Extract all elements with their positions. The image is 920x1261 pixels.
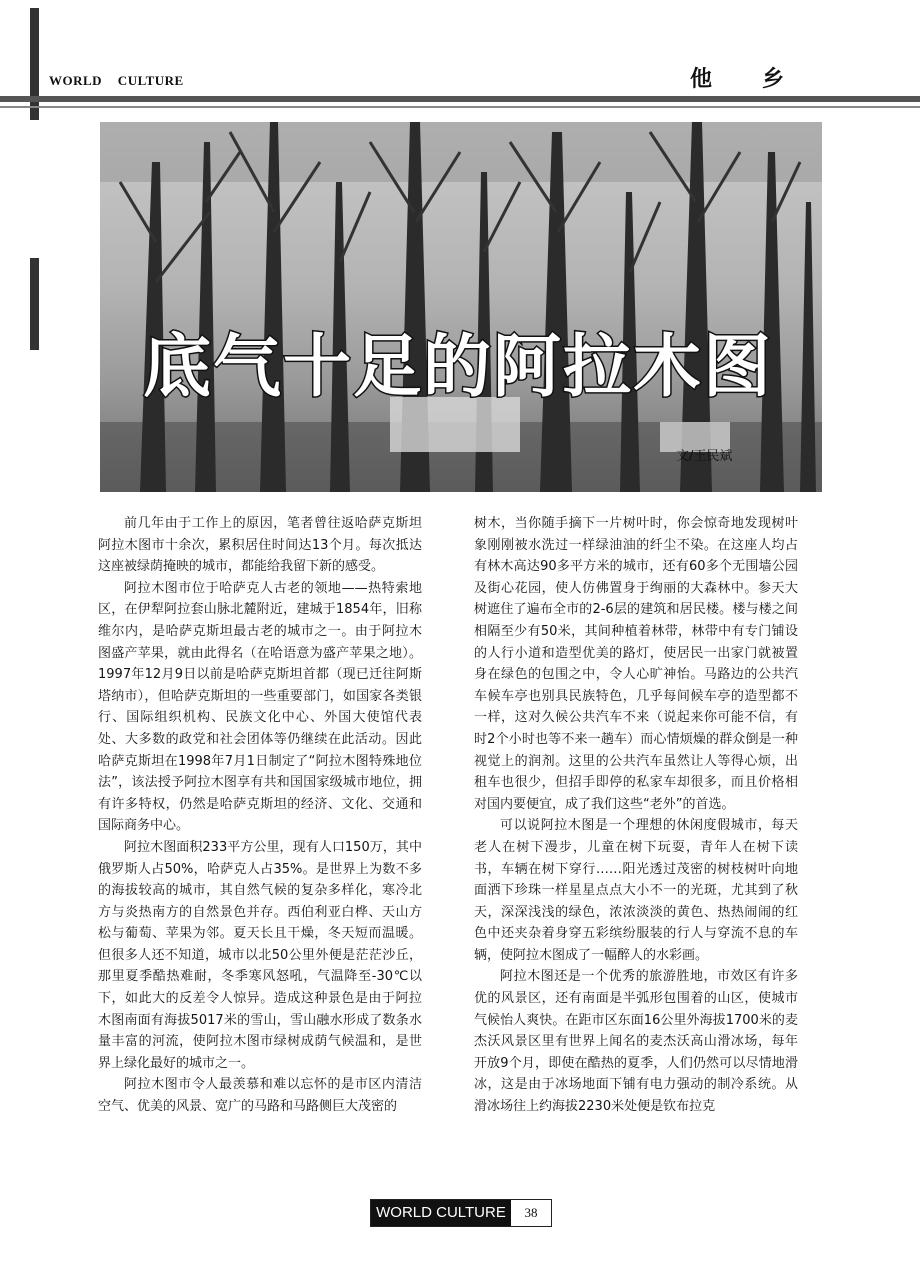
forest-photo: [100, 122, 822, 492]
section-label-en: WORLD CULTURE: [49, 73, 184, 88]
footer-label: WORLD CULTURE: [371, 1200, 511, 1226]
left-margin-bar-top: [30, 8, 39, 120]
forest-illustration: [100, 122, 822, 492]
page-number: 38: [524, 1205, 538, 1220]
paragraph: 阿拉木图市令人最羡慕和难以忘怀的是市区内清洁空气、优美的风景、宽广的马路和马路侧巨大茂密的: [98, 1077, 422, 1115]
left-margin-bar-middle: [30, 258, 39, 350]
article-title: 底气十足的阿拉木图: [142, 328, 773, 407]
header-rule-thin: [0, 106, 920, 108]
header-rule-thick: [0, 96, 920, 102]
paragraph: 阿拉木图面积233平方公里，现有人口150万，其中俄罗斯人占50%，哈萨克人占35%。是世界上为数不多的海拔较高的城市，其自然气候的复杂多样化，寒冷北方与炎热南方的自然景色并存。西伯利亚白桦、天山方松与葡萄、苹果为邻。夏天长且干燥，冬天短而温暖。但很多人还不知道，城市以北50公里外便是茫茫沙丘，那里夏季酷热难耐，冬季寒风怒吼，气温降至-30℃以下，如此大的反差令人惊异。造成这种景色是由于阿拉木图南面有海拔5017米的雪山，雪山融水形成了数条水量丰富的河流，使阿拉木图市绿树成荫气候温和，是世界上绿化最好的城市之一。: [98, 839, 422, 1071]
paragraph: 阿拉木图市位于哈萨克人古老的领地——热特索地区，在伊犁阿拉套山脉北麓附近，建城于1854年，旧称维尔内，是哈萨克斯坦最古老的城市之一。由于阿拉木图盛产苹果，就由此得名（在哈语意为盛产苹果之地）。1997年12月9日以前是哈萨克斯坦首都（现已迁往阿斯塔纳市），但哈萨克斯坦的一些重要部门，如国家各类银行、国际组织机构、民族文化中心、外国大使馆代表处、大多数的政党和社会团体等仍继续在此活动。因此哈萨克斯坦在1998年7月1日制定了“阿拉木图特殊地位法”，该法授予阿拉木图享有共和国国家级城市地位，拥有许多特权，仍然是哈萨克斯坦的经济、文化、交通和国际商务中心。: [98, 580, 422, 834]
paragraph: 阿拉木图还是一个优秀的旅游胜地，市效区有许多优的风景区，还有南面是半弧形包围着的山区，使城市气候怡人爽快。在距市区东面16公里外海拔1700米的麦杰沃风景区里有世界上闻名的麦杰沃高山滑冰场，每年开放9个月，即使在酷热的夏季，人们仍然可以尽情地滑冰，这是由于冰场地面下铺有电力强动的制冷系统。从滑冰场往上约海拔2230米处便是钦布拉克: [474, 969, 798, 1115]
paragraph: 可以说阿拉木图是一个理想的休闲度假城市，每天老人在树下漫步，儿童在树下玩耍，青年人在树下读书，车辆在树下穿行……阳光透过茂密的树枝树叶向地面洒下珍珠一样星星点点大小不一的光斑，尤其到了秋天，深深浅浅的绿色，浓浓淡淡的黄色、热热闹闹的红色中还夹杂着身穿五彩缤纷服装的行人与穿流不息的车辆，使阿拉木图成了一幅醉人的水彩画。: [474, 818, 798, 963]
page-footer: [370, 1199, 552, 1227]
left-text-column: [98, 513, 422, 1118]
right-text-column: [474, 513, 798, 1118]
article-byline: 文/王民斌: [676, 449, 733, 464]
paragraph: 前几年由于工作上的原因，笔者曾往返哈萨克斯坦阿拉木图市十余次，累积居住时间达13个月。每次抵达这座被绿荫掩映的城市，都能给我留下新的感受。: [98, 516, 422, 575]
section-label-cn: 他乡: [690, 67, 835, 92]
paragraph-continued: 树木，当你随手摘下一片树叶时，你会惊奇地发现树叶象刚刚被水洗过一样绿油油的纤尘不染。在这座人均占有林木高达90多平方米的城市，还有60多个无围墙公园及街心花园，使人仿佛置身于绚丽的大森林中。参天大树遮住了遍布全市的2-6层的建筑和居民楼。楼与楼之间相隔至少有50米，其间种植着林带，林带中有专门铺设的人行小道和造型优美的路灯，使居民一出家门就被置身在绿色的包围之中，令人心旷神怡。马路边的公共汽车候车亭也别具民族特色，几乎每间候车亭的造型都不一样，这对久候公共汽车不来（说起来你可能不信，有时2个小时也等不来一趟车）而心情烦燥的群众倒是一种视觉上的润剂。这里的公共汽车虽然让人等得心烦，出租车也很少，但招手即停的私家车却很多，而且价格相对国内要便宜，成了我们这些“老外”的首选。: [474, 516, 798, 812]
